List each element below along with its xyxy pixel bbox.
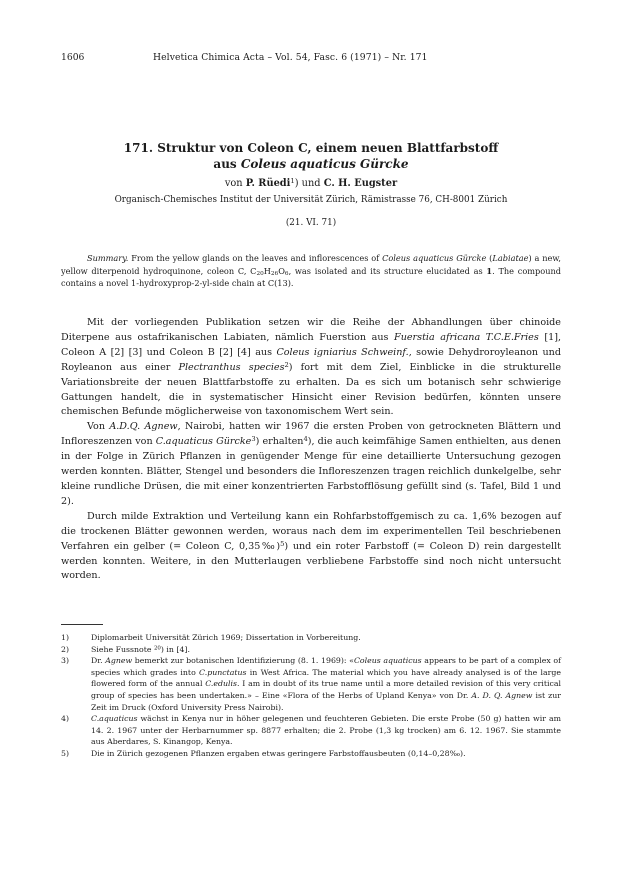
footnote-separator xyxy=(61,624,103,625)
body-text: Mit der vorliegenden Publikation setzen wir die Reihe der Abhandlungen über chinoide Diterpene aus ostafrikanischen Labiaten, nämlich Fuerstion aus xyxy=(61,317,561,343)
summary-label: Summary. xyxy=(87,253,129,263)
body-text: ) erhalten xyxy=(255,436,304,448)
author-ruedi: P. Rüedi xyxy=(245,178,291,189)
running-head xyxy=(61,51,561,65)
body-text: Durch milde Extraktion und Verteilung kann ein Rohfarbstoffgemisch zu ca. 1,6% bezogen auf die trockenen Blätter gewonnen werden, woraus nach dem im experimentellen Teil beschriebenen Verfahren ein gelber (= Coleon C, 0,35‰) xyxy=(61,510,561,552)
footnote-mark: 2) xyxy=(61,644,70,654)
body-text: ) fort mit dem Ziel, Einblicke in die strukturelle Variationsbreite der neuen Blattfarbstoffe zu erhalten. Da es sich um botanisch sehr schwierige Gattungen handelt, die in systematischer Hinsicht einer Revision bedürfen, könnten unsere chemischen Befunde möglicherweise von taxonomischem Wert sein. xyxy=(61,361,561,418)
summary-text: ( xyxy=(486,253,493,263)
article-title xyxy=(61,140,561,172)
body-text: [1], Coleon A [2] [3] und Coleon B [2] [4] aus xyxy=(61,331,561,358)
author-eugster: C. H. Eugster xyxy=(323,178,398,189)
species-name: Coleus igniarius Schweinf. xyxy=(276,346,409,358)
summary-text: ) a new, yellow diterpenoid hydroquinone, coleon C, C xyxy=(61,253,562,276)
species-name: Plectranthus species xyxy=(178,361,285,373)
footnote-3 xyxy=(61,655,561,713)
summary-text: . The compound contains a novel 1-hydroxyprop-2-yl-side chain at C(13). xyxy=(61,265,562,289)
footnote-ref: 5 xyxy=(280,539,285,548)
footnote-mark: 1) xyxy=(61,633,70,642)
author-line xyxy=(61,177,561,190)
summary-species: Coleus aquaticus Gürcke xyxy=(382,253,487,263)
species-name: C.punctatus xyxy=(199,667,247,677)
affiliation: Organisch-Chemisches Institut der Universität Zürich, Rämistrasse 76, CH-8001 Zürich xyxy=(114,195,508,205)
footnote-mark: 3) xyxy=(61,656,70,666)
footnote-ref: 4 xyxy=(303,435,308,444)
title-line-2 xyxy=(61,156,561,172)
summary-text: H xyxy=(263,265,271,276)
footnotes xyxy=(61,632,561,760)
footnote-text: . I am in doubt of its true name until a more detailed revision of this very critical group of species has been undertaken.» – Eine «Flora of the Herbs of Upland Kenya» von Dr. xyxy=(91,679,561,700)
footnote-ref: 3 xyxy=(251,435,256,444)
title-prefix: aus xyxy=(213,157,241,171)
journal-citation: Helvetica Chimica Acta – Vol. 54, Fasc. 6 (1971) – Nr. 171 xyxy=(153,52,428,63)
footnote-mark: 4) xyxy=(61,714,70,724)
summary-text: O xyxy=(278,265,285,276)
footnote-text: ) in [4]. xyxy=(160,644,190,654)
footnote-1 xyxy=(61,632,561,644)
summary-text: , was isolated and its structure elucidated as xyxy=(288,265,487,276)
footnote-text: Siehe Fussnote xyxy=(91,644,154,654)
footnote-4 xyxy=(61,713,561,748)
species-name: Fuerstia africana T.C.E.Fries xyxy=(394,331,539,343)
body-text: ) und ein roter Farbstoff (= Coleon D) rein dargestellt werden konnten. Weitere, in den Mutterlaugen verbliebene Farbstoffe sind noch nicht untersucht worden. xyxy=(61,540,561,582)
footnote-text: Diplomarbeit Universität Zürich 1969; Dissertation in Vorbereitung. xyxy=(91,633,361,642)
body-text: Von xyxy=(87,421,110,433)
footnote-ref: 20 xyxy=(153,645,161,652)
article-body xyxy=(61,316,561,584)
species-name: Coleus aquaticus xyxy=(353,656,422,666)
footnote-text: Dr. xyxy=(91,656,106,666)
footnote-ref: 2 xyxy=(284,360,289,369)
title-line-1: 171. Struktur von Coleon C, einem neuen Blattfarbstoff xyxy=(123,141,499,155)
species-name: C.aquaticus Gürcke xyxy=(155,436,252,448)
received-date: (21. VI. 71) xyxy=(285,218,337,228)
footnote-text: in West Africa. The material which you have already analysed is of the large flowered form of the annual xyxy=(91,667,561,689)
species-name: C.aquaticus xyxy=(91,714,138,724)
body-text: , sowie Dehydroroyleanon und Royleanon aus einer xyxy=(61,346,561,373)
footnote-5 xyxy=(61,748,561,760)
person-name: A.D.Q. Agnew xyxy=(109,421,178,433)
person-name: A. D. Q. Agnew xyxy=(471,690,533,700)
species-name: C.edulis xyxy=(205,679,238,689)
summary-text: From the yellow glands on the leaves and inflorescences of xyxy=(128,253,383,263)
footnote-text: bemerkt zur botanischen Identifizierung (8. 1. 1969): « xyxy=(132,656,354,666)
summary-family: Labiatae xyxy=(492,253,529,263)
footnote-text: ist zur Zeit im Druck (Oxford University Press Nairobi). xyxy=(91,690,561,712)
compound-number: 1 xyxy=(486,265,493,276)
authors-conjunction: ) und xyxy=(294,178,324,189)
formula-subscript: 6 xyxy=(284,270,289,277)
page-number: 1606 xyxy=(61,52,85,63)
footnote-mark: 5) xyxy=(61,748,70,758)
footnote-text: wächst in Kenya nur in höher gelegenen und feuchteren Gebieten. Die erste Probe (50 g) hatten wir am 14. 2. 1967 unter der Herbarnummer sp. 8877 erhalten; die 2. Probe (1,3 kg trocken) am 6. 12. 1967. Sie stammte aus Aberdares, S. Kinangop, Kenya. xyxy=(91,714,561,747)
footnote-2 xyxy=(61,644,561,656)
body-text: , Nairobi, hatten wir 1967 die ersten Proben von getrockneten Blättern und Infloreszenzen von xyxy=(61,421,561,448)
body-text: ), die auch keimfähige Samen enthielten, aus denen in der Folge in Zürich Pflanzen in genügender Menge für eine detaillierte Untersuchung gezogen werden konnten. Blätter, Stengel und besonders die Infloreszenzen tragen reichlich dunkelgelbe, sehr kleine rundliche Drüsen, die mit einer konzentrierten Farbstofflösung gefüllt sind (s. Tafel, Bild 1 und 2). xyxy=(61,436,561,507)
formula-subscript: 20 xyxy=(256,270,264,277)
formula-subscript: 26 xyxy=(270,270,279,277)
authors-prefix: von xyxy=(224,178,246,189)
title-species: Coleus aquaticus Gürcke xyxy=(240,157,409,171)
footnote-text: appears to be part of a complex of species which grades into xyxy=(91,656,561,677)
article-header xyxy=(61,140,561,229)
person-name: Agnew xyxy=(105,656,133,666)
body-paragraph-2 xyxy=(61,420,561,509)
summary-abstract xyxy=(61,252,561,290)
body-paragraph-1 xyxy=(61,316,561,420)
body-paragraph-3 xyxy=(61,510,561,585)
footnote-text: Die in Zürich gezogenen Pflanzen ergaben etwas geringere Farbstoffausbeuten (0,14–0,28‰). xyxy=(91,748,466,758)
author-footnote-mark: 1 xyxy=(290,176,295,185)
